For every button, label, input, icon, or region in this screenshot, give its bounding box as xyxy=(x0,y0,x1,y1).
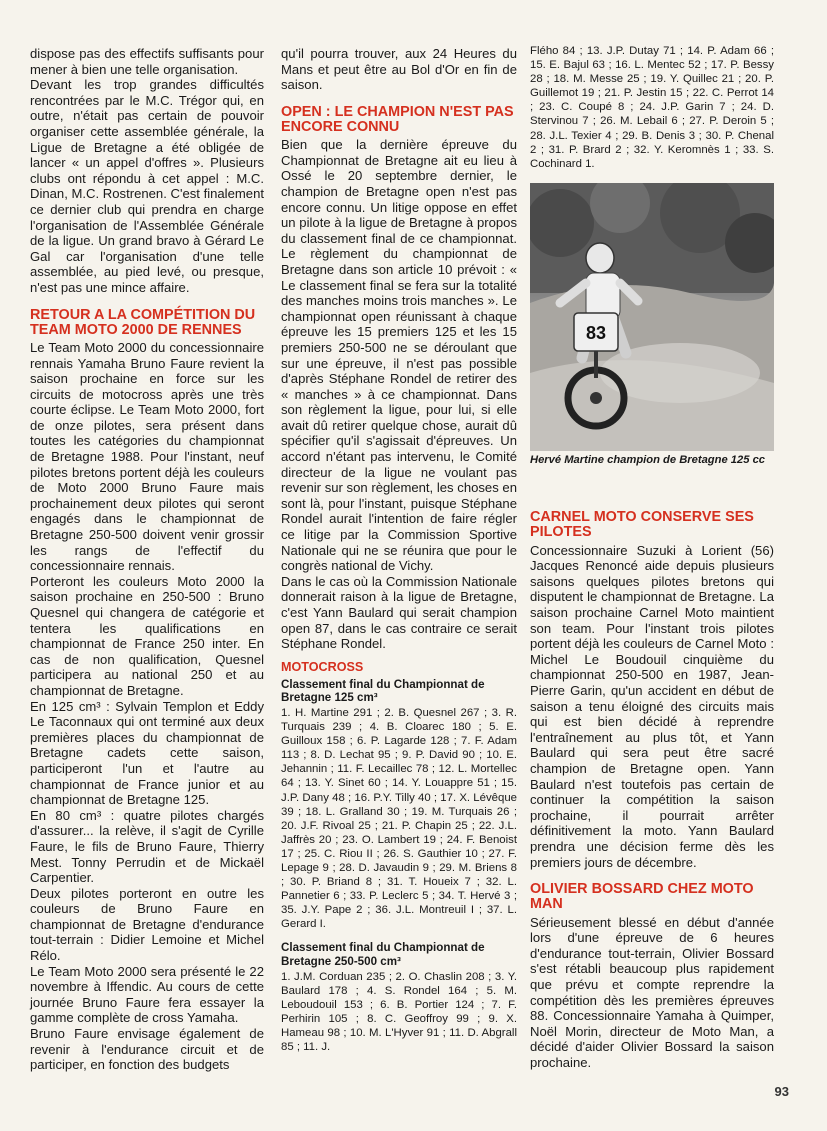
results-list: 1. H. Martine 291 ; 2. B. Quesnel 267 ; 3. R. Turquais 239 ; 4. B. Cloarec 180 ; 5. E. Guilloux 158 ; 6. P. Lagarde 128 ; 7. F. Adam 113 ; 8. D. Lechat 95 ; 9. P. David 90 ; 10. E. Jehannin ; 11. F. Lecaillec 78 ; 12. L. Mortellec 64 ; 13. Y. Sinet 60 ; 14. Y. Louappre 51 ; 15. J.P. Dany 48 ; 16. P.Y. Tilly 40 ; 17. X. Lévêque 39 ; 18. L. Gralland 30 ; 19. M. Turquais 26 ; 20. J.F. Rivoal 25 ; 21. P. Chapin 25 ; 22. J.L. Jaffrès 20 ; 23. O. Lambert 19 ; 24. F. Benoist 17 ; 25. C. Riou II ; 26. S. Gauthier 10 ; 27. F. Lepage 9 ; 28. D. Javaudin 9 ; 29. M. Briens 8 ; 30. P. Briand 8 ; 31. T. Houeix 7 ; 32. L. Pannetier 6 ; 33. P. Leclerc 5 ; 34. T. Hervé 3 ; 35. J.Y. Pape 2 ; 36. J.L. Montreuil I ; 37. L. Gerard I. xyxy=(281,706,517,931)
photo-caption: Hervé Martine champion de Bretagne 125 cc xyxy=(530,453,766,466)
paragraph: Deux pilotes porteront en outre les couleurs de Bruno Faure en championnat de Bretagne d'endurance tout-terrain : Didier Lemoine et Michel Rélo. xyxy=(30,885,264,964)
paragraph: Le Team Moto 2000 du concessionnaire rennais Yamaha Bruno Faure revient la saison prochaine en force sur les circuits de motocross après une très courte éclipse. Le Team Moto 2000, fort de onze pilotes, sera présent dans toutes les catégories du championnat de Bretagne 1988. Pour l'instant, neuf pilotes bretons portent déjà les couleurs de Moto 2000 Bruno Faure mais prochainement deux pilotes qui seront engagés dans le championnat de Bretagne 250-500 doivent venir grossir les rangs de l'effectif du concessionnaire rennais. xyxy=(30,339,264,574)
paragraph: qu'il pourra trouver, aux 24 Heures du Mans et peut être au Bol d'Or en fin de saison. xyxy=(281,46,517,93)
rider-image xyxy=(530,183,774,451)
paragraph: En 125 cm³ : Sylvain Templon et Eddy Le Taconnaux qui ont terminé aux deux premières places du championnat de Bretagne cadets cette saison, participeront l'un et l'autre au championnat de France junior et au championnat de Bretagne 125. xyxy=(30,698,264,808)
column-1 xyxy=(30,46,264,1073)
page-number: 93 xyxy=(774,1084,789,1099)
section-heading: CARNEL MOTO CONSERVE SES PILOTES xyxy=(530,509,754,541)
paragraph: Sérieusement blessé en début d'année lors d'une épreuve de 6 heures d'endurance tout-terrain, Olivier Bossard s'est rétabli beaucoup plus rapidement que prévu et compte reprendre la compétition dès les premières épreuves 88. Concessionnaire Yamaha à Quimper, Noël Morin, directeur de Moto Man, a décidé d'aider Olivier Bossard la saison prochaine. xyxy=(530,914,774,1070)
paragraph: En 80 cm³ : quatre pilotes chargés d'assurer... la relève, il s'agit de Cyrille Faure, le fils de Bruno Faure, Thierry Mest. Tonny Perrudin et de Mickaël Carpentier. xyxy=(30,807,264,886)
paragraph: Dans le cas où la Commission Nationale donnerait raison à la ligue de Bretagne, c'est Yann Baulard qui serait champion open 87, dans le cas contraire ce serait Stéphane Rondel. xyxy=(281,573,517,652)
section-heading: OLIVIER BOSSARD CHEZ MOTO MAN xyxy=(530,881,754,913)
paragraph: dispose pas des effectifs suffisants pour mener à bien une telle organisation. xyxy=(30,46,264,77)
section-heading: OPEN : LE CHAMPION N'EST PAS ENCORE CONNU xyxy=(281,103,514,135)
paragraph: Porteront les couleurs Moto 2000 la saison prochaine en 250-500 : Bruno Quesnel qui changera de catégorie et tentera les qualifications en championnat de France 250 inter. En cas de non qualification, Quesnel participera au national 250 et au championnat de Bretagne. xyxy=(30,573,264,698)
motocross-photo xyxy=(530,183,774,451)
results-title: Classement final du Championnat de Bretagne 250-500 cm³ xyxy=(281,941,485,969)
race-number: 83 xyxy=(585,322,607,343)
results-list: 1. J.M. Corduan 235 ; 2. O. Chaslin 208 ; 3. Y. Baulard 178 ; 4. S. Rondel 164 ; 5. M. Leboudouil 153 ; 6. B. Portier 124 ; 7. F. Perhirin 105 ; 8. C. Geoffroy 99 ; 9. X. Hameau 98 ; 10. M. L'Hyver 91 ; 11. D. Abgrall 85 ; 11. J. xyxy=(281,970,517,1054)
results-list: Flého 84 ; 13. J.P. Dutay 71 ; 14. P. Adam 66 ; 15. E. Bajul 63 ; 16. L. Mentec 52 ; 17. P. Bessy 28 ; 18. M. Messe 25 ; 19. Y. Quillec 21 ; 20. P. Guillemot 19 ; 21. P. Jestin 15 ; 22. C. Perrot 14 ; 23. C. Coupé 8 ; 24. J.P. Garin 7 ; 24. D. Stervinou 7 ; 26. M. Lebail 6 ; 27. P. Deroin 5 ; 28. J.L. Texier 4 ; 29. B. Denis 3 ; 30. P. Chenal 2 ; 31. P. Brard 2 ; 32. Y. Keromnès 1 ; 33. S. Cochinard 1. xyxy=(530,45,774,170)
paragraph: Bruno Faure envisage également de revenir à l'endurance circuit et de participer, en fonction des budgets xyxy=(30,1026,264,1073)
paragraph: Devant les trop grandes difficultés rencontrées par le M.C. Trégor qui, en outre, n'était pas certain de pouvoir organiser cette assemblée générale, la Ligue de Bretagne a été obligée de lancer « un appel d'offres ». Plusieurs clubs ont répondu à cet appel : M.C. Dinan, M.C. Rostrenen. C'est finalement ce dernier club qui prendra en charge l'organisation de l'Assemblée Générale de la ligue. Un grand bravo à Gérard Le Gal car l'organisation d'une telle assemblée, au pied levé, ou presque, n'est pas une mince affaire. xyxy=(30,77,264,295)
section-heading: RETOUR A LA COMPÉTITION DU TEAM MOTO 2000 DE RENNES xyxy=(30,306,256,338)
results-title: Classement final du Championnat de Bretagne 125 cm³ xyxy=(281,677,485,705)
column-2 xyxy=(281,46,517,1054)
paragraph: Concessionnaire Suzuki à Lorient (56) Jacques Renoncé aide depuis plusieurs saisons quelques pilotes bretons qui disputent le championnat de Bretagne. La saison prochaine Carnel Moto maintient son team. Pour l'instant trois pilotes portent déjà les couleurs de Carnel Moto : Michel Le Boudouil cinquième du championnat 250-500 en 1987, Jean-Pierre Garin, qu'un accident en début de saison a tenu éloigné des circuits mais qui est bien décidé à reprendre l'entraînement au plus tôt, et Yann Baulard qui sera peut être sacré champion de Bretagne open. Yann Baulard n'est toutefois pas certain de continuer la compétition la saison prochaine, il pourrait arrêter définitivement la moto. Yann Baulard prendra une décision ferme dès les premiers jours de décembre. xyxy=(530,542,774,870)
subsection-heading: MOTOCROSS xyxy=(281,659,364,674)
paragraph: Bien que la dernière épreuve du Championnat de Bretagne ait eu lieu à Ossé le 20 septembre dernier, le champion de Bretagne open n'est pas encore connu. Un litige oppose en effet un pilote à la ligue de Bretagne à propos du classement final de ce championnat. Le règlement du championnat de Bretagne dans son article 10 prévoit : « Le classement final se fera sur la totalité des manches moins trois manches ». Le championnat open réunissant à chaque épreuve les 15 premiers 125 et les 15 premiers 250-500 ne se déroulant que sur une épreuve, il n'est pas possible d'après Stéphane Rondel de retirer des « manches » à ce championnat. Dans son règlement la ligue, pour lui, si elle avait dû retirer quelque chose, aurait dû spécifier qu'il s'agissait d'épreuves. Un accord n'étant pas intervenu, le Comité directeur de la ligue ne voulant pas revenir sur son règlement, les choses en sont là, pour l'instant, puisque Stéphane Rondel aurait l'intention de faire régler ce litige par la Commission Sportive Nationale qui ne se réunira que pour le congrès national de Vichy. xyxy=(281,137,517,574)
column-3 xyxy=(530,44,774,1070)
paragraph: Le Team Moto 2000 sera présenté le 22 novembre à Iffendic. Au cours de cette journée Bruno Faure fera essayer la gamme complète de cross Yamaha. xyxy=(30,963,264,1026)
